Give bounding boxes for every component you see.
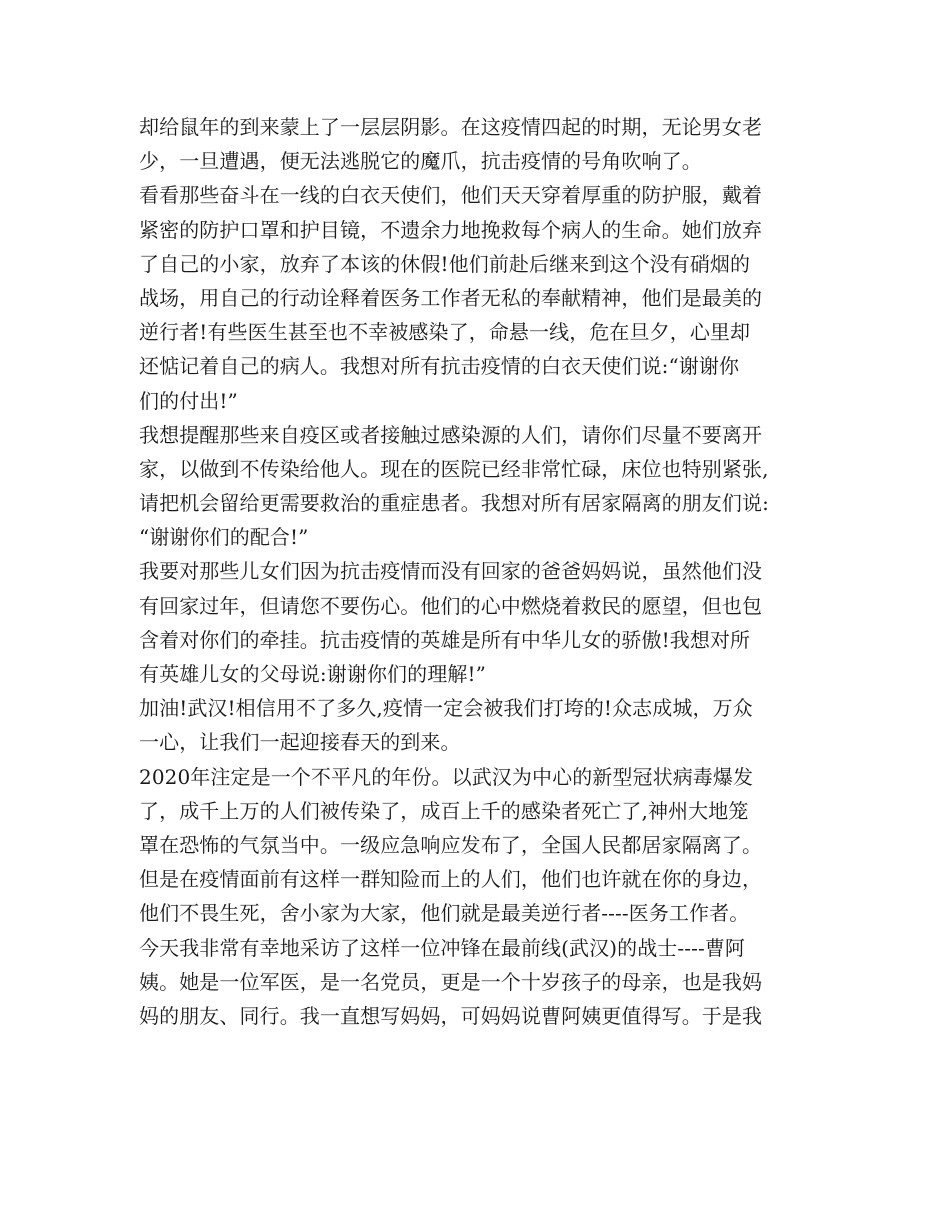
text-line: 看看那些奋斗在一线的白衣天使们，他们天天穿着厚重的防护服，戴着 (139, 183, 763, 208)
text-line: 还惦记着自己的病人。我想对所有抗击疫情的白衣天使们说:“谢谢你 (139, 354, 740, 379)
text-line: 姨。她是一位军医，是一名党员，更是一个十岁孩子的母亲，也是我妈 (139, 969, 763, 994)
text-line: 家，以做到不传染给他人。现在的医院已经非常忙碌，床位也特别紧张, (139, 456, 769, 481)
text-line: 却给鼠年的到来蒙上了一层层阴影。在这疫情四起的时期，无论男女老 (139, 115, 763, 139)
text-line: 我要对那些儿女们因为抗击疫情而没有回家的爸爸妈妈说，虽然他们没 (139, 559, 763, 584)
text-line: 有英雄儿女的父母说:谢谢你们的理解!” (139, 662, 486, 686)
text-line: 但是在疫情面前有这样一群知险而上的人们，他们也许就在你的身边， (139, 867, 763, 892)
text-line: 了自己的小家，放弃了本该的休假!他们前赴后继来到这个没有硝烟的 (139, 251, 751, 276)
text-line: 妈的朋友、同行。我一直想写妈妈，可妈妈说曹阿姨更值得写。于是我 (139, 1003, 763, 1028)
text-line: 我想提醒那些来自疫区或者接触过感染源的人们，请你们尽量不要离开 (139, 422, 763, 447)
text-line: 紧密的防护口罩和护目镜，不遗余力地挽救每个病人的生命。她们放弃 (139, 217, 763, 242)
text-line: 有回家过年，但请您不要伤心。他们的心中燃烧着救民的愿望，但也包 (139, 593, 763, 618)
text-line: 2020年注定是一个不平凡的年份。以武汉为中心的新型冠状病毒爆发 (139, 764, 754, 789)
body-text (139, 110, 839, 1033)
text-line: 战场，用自己的行动诠释着医务工作者无私的奉献精神，他们是最美的 (139, 285, 763, 310)
text-line: 请把机会留给更需要救治的重症患者。我想对所有居家隔离的朋友们说: (139, 491, 769, 516)
text-line: 们的付出!” (139, 388, 238, 413)
text-line: 少，一旦遭遇，便无法逃脱它的魔爪，抗击疫情的号角吹响了。 (139, 149, 702, 174)
text-line: 今天我非常有幸地采访了这样一位冲锋在最前线(武汉)的战士----曹阿 (139, 935, 746, 960)
text-line: 逆行者!有些医生甚至也不幸被感染了，命悬一线，危在旦夕，心里却 (139, 320, 751, 345)
text-line: 一心，让我们一起迎接春天的到来。 (139, 730, 461, 755)
text-line: “谢谢你们的配合!” (139, 525, 309, 550)
text-line: 他们不畏生死，舍小家为大家，他们就是最美逆行者----医务工作者。 (139, 901, 750, 926)
text-line: 了，成千上万的人们被传染了，成百上千的感染者死亡了,神州大地笼 (139, 798, 749, 823)
text-line: 罩在恐怖的气氛当中。一级应急响应发布了，全国人民都居家隔离了。 (139, 832, 763, 857)
text-line: 加油!武汉!相信用不了多久,疫情一定会被我们打垮的!众志成城，万众 (139, 696, 753, 721)
text-line: 含着对你们的牵挂。抗击疫情的英雄是所有中华儿女的骄傲!我想对所 (139, 627, 751, 652)
